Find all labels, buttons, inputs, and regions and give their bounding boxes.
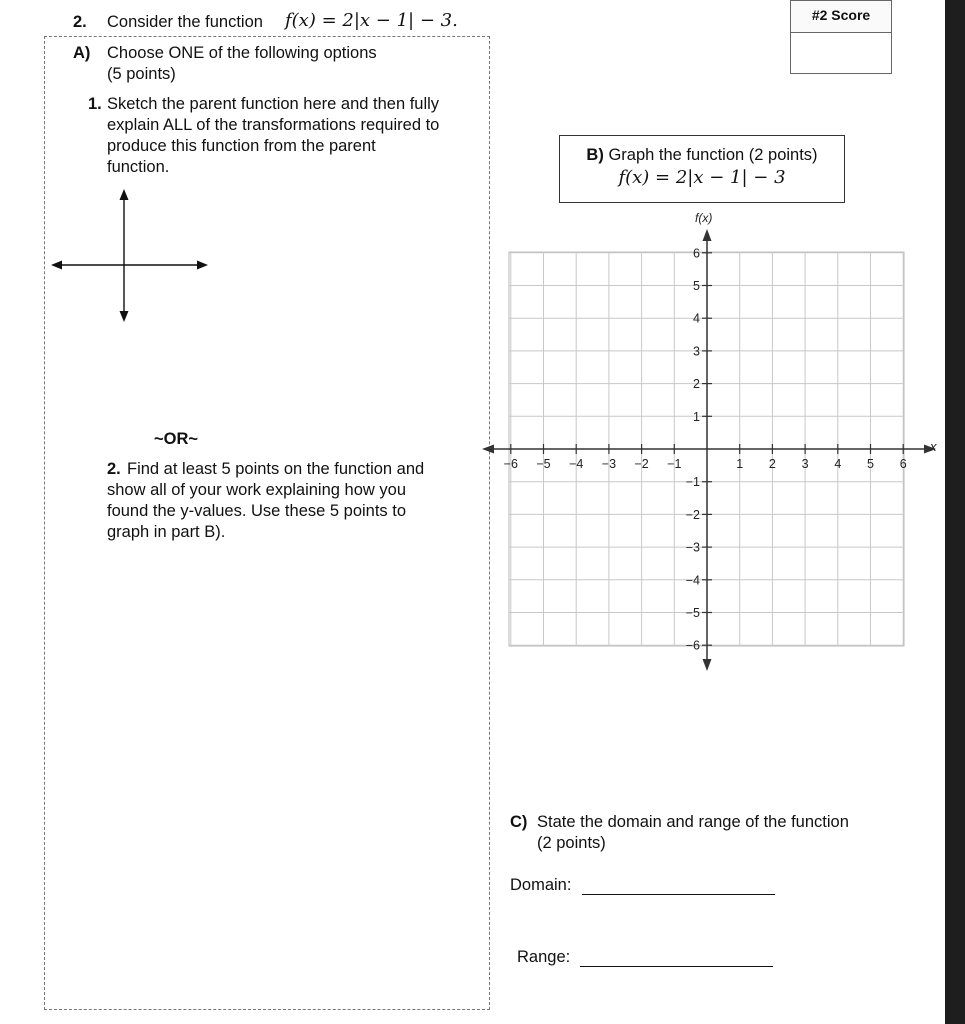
option1-line-3: produce this function from the parent (107, 137, 376, 155)
x-axis-left-arrow (482, 445, 494, 454)
x-tick-label: 3 (801, 457, 809, 471)
parent-sketch-axes[interactable] (48, 185, 213, 325)
sketch-y-down-arrow (120, 311, 129, 322)
y-tick-label: −5 (685, 606, 700, 620)
sketch-x-right-arrow (197, 261, 208, 270)
part-a-letter: A) (73, 44, 91, 62)
x-tick-label: −5 (536, 457, 551, 471)
or-separator: ~OR~ (154, 430, 199, 448)
score-label: #2 Score (791, 1, 891, 33)
y-tick-label: 1 (693, 409, 700, 424)
option2-number: 2. (107, 460, 121, 478)
x-tick-label: 1 (736, 457, 744, 471)
option1-line-2: explain ALL of the transformations required to (107, 116, 440, 134)
part-c-title: State the domain and range of the function (537, 813, 849, 831)
x-tick-label: −6 (503, 457, 518, 471)
part-b-formula: f(x) = 2|x − 1| − 3 (618, 167, 786, 188)
option1-line-1: Sketch the parent function here and then fully (107, 95, 440, 113)
y-axis-title: f(x) (695, 211, 713, 225)
part-b-letter: B) (586, 146, 604, 164)
y-tick-label: −6 (685, 638, 700, 653)
y-tick-label: 4 (693, 311, 700, 326)
part-c-points: (2 points) (537, 834, 606, 852)
x-tick-label: −4 (569, 457, 584, 471)
y-tick-label: −2 (685, 507, 700, 522)
axes (482, 229, 936, 671)
problem-number: 2. (73, 13, 87, 31)
option2-line-2: show all of your work explaining how you (107, 481, 406, 499)
range-label: Range: (517, 948, 571, 966)
part-c-letter: C) (510, 813, 528, 831)
x-tick-label: −3 (601, 457, 617, 471)
x-tick-label: 5 (867, 457, 874, 471)
option1-line-4: function. (107, 158, 170, 176)
sketch-y-up-arrow (120, 189, 129, 200)
score-box (790, 0, 892, 74)
part-b-title: Graph the function (2 points) (608, 146, 818, 164)
part-b-heading (560, 145, 844, 166)
x-tick-label: −2 (634, 457, 649, 471)
range-answer-line[interactable] (580, 948, 773, 967)
sketch-x-left-arrow (51, 261, 62, 270)
y-tick-label: −1 (685, 475, 700, 490)
tick-labels (504, 211, 937, 653)
y-tick-label: −4 (685, 573, 700, 588)
y-tick-label: −3 (685, 540, 700, 555)
domain-label: Domain: (510, 876, 572, 894)
option2-line-1: Find at least 5 points on the function and (127, 460, 425, 478)
problem-formula: f(x) = 2|x − 1| − 3. (285, 10, 458, 31)
x-tick-label: 2 (768, 457, 776, 471)
y-tick-label: 3 (693, 344, 700, 359)
y-tick-label: 6 (693, 246, 700, 261)
y-tick-label: 2 (693, 377, 700, 392)
coordinate-grid[interactable] (480, 205, 945, 675)
option2-line-3: found the y-values. Use these 5 points to (107, 502, 407, 520)
x-tick-label: 6 (899, 457, 907, 471)
part-b-box (559, 135, 845, 203)
part-a-title: Choose ONE of the following options (107, 44, 377, 62)
score-value-field[interactable] (791, 33, 891, 75)
x-tick-label: 4 (834, 457, 842, 471)
x-axis-title: x (930, 439, 937, 454)
y-tick-label: 5 (693, 279, 700, 293)
option1-number: 1. (88, 95, 102, 113)
part-a-points: (5 points) (107, 65, 176, 83)
y-axis-down-arrow (703, 659, 712, 671)
domain-answer-line[interactable] (582, 876, 775, 895)
x-tick-label: −1 (667, 457, 682, 471)
y-axis-up-arrow (703, 229, 712, 241)
problem-prompt: Consider the function (107, 13, 263, 31)
option2-line-4: graph in part B). (107, 523, 226, 541)
